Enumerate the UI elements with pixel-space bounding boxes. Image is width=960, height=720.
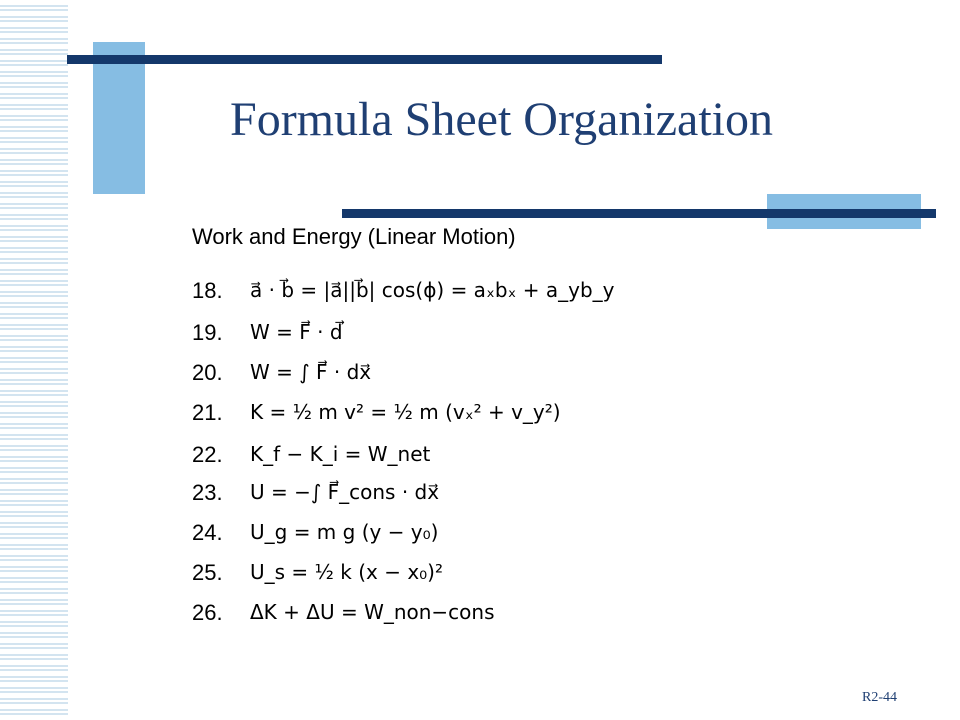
formula-expression: K = ½ m v² = ½ m (vₓ² + v_y²) (250, 400, 561, 424)
formula-number: 25. (192, 560, 223, 585)
formula-expression: a⃗ · b⃗ = |a⃗||b⃗| cos(ϕ) = aₓbₓ + a_yb_y (250, 278, 615, 302)
formula-number: 22. (192, 442, 223, 467)
formula-expression: ΔK + ΔU = W_non−cons (250, 600, 495, 624)
formula-expression: U = −∫ F⃗_cons · dx⃗ (250, 480, 440, 504)
formula-expression: K_f − K_i = W_net (250, 442, 431, 466)
formula-expression: W = F⃗ · d⃗ (250, 320, 343, 344)
formula-number: 18. (192, 278, 223, 303)
left-stripe-decoration (0, 0, 68, 720)
formula-number: 26. (192, 600, 223, 625)
formula-number: 24. (192, 520, 223, 545)
slide-title: Formula Sheet Organization (230, 93, 773, 146)
formula-number: 20. (192, 360, 223, 385)
formula-expression: W = ∫ F⃗ · dx⃗ (250, 360, 372, 384)
formula-expression: U_g = m g (y − y₀) (250, 520, 439, 544)
section-heading: Work and Energy (Linear Motion) (192, 224, 516, 249)
top-horizontal-bar (67, 55, 662, 64)
formula-number: 19. (192, 320, 223, 345)
formula-number: 23. (192, 480, 223, 505)
middle-horizontal-bar (342, 209, 936, 218)
top-left-blue-block (93, 42, 145, 194)
formula-expression: U_s = ½ k (x − x₀)² (250, 560, 443, 584)
formula-number: 21. (192, 400, 223, 425)
page-number: R2-44 (862, 690, 897, 705)
